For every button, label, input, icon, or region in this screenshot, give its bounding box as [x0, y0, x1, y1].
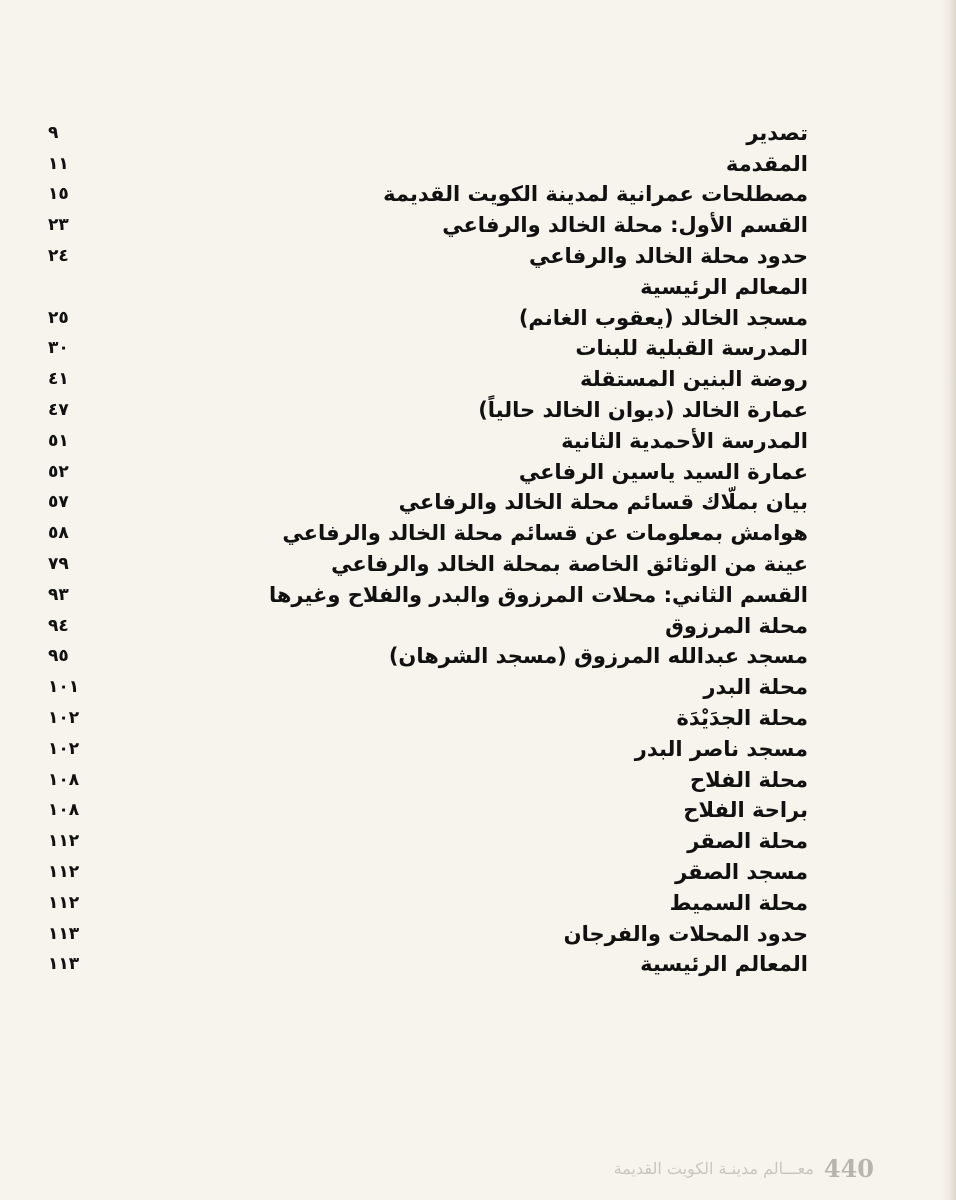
toc-entry-title: المعالم الرئيسية — [640, 952, 808, 977]
toc-entry[interactable] — [48, 149, 808, 180]
toc-entry-page: ٩٤ — [48, 615, 69, 636]
toc-entry-title: روضة البنين المستقلة — [579, 367, 808, 392]
page-footer — [584, 1148, 874, 1188]
toc-entry[interactable] — [48, 703, 808, 734]
toc-entry[interactable] — [48, 180, 808, 211]
toc-entry-title: المعالم الرئيسية — [640, 274, 808, 299]
toc-entry[interactable] — [48, 549, 808, 580]
toc-entry-page: ١١٣ — [48, 923, 80, 944]
toc-entry-title: بيان بملّاك قسائم محلة الخالد والرفاعي — [398, 490, 808, 515]
toc-entry-page: ٤١ — [48, 369, 69, 390]
table-of-contents — [48, 118, 808, 980]
page-edge-shadow — [942, 0, 956, 1200]
toc-entry-title: محلة الجدَيْدَة — [676, 706, 808, 731]
toc-entry[interactable] — [48, 210, 808, 241]
toc-entry[interactable] — [48, 611, 808, 642]
toc-entry-page: ١٥ — [48, 184, 69, 205]
running-book-title: معـــالم مدينـة الكويت القديمة — [613, 1158, 814, 1178]
toc-entry-title: هوامش بمعلومات عن قسائم محلة الخالد والرفاعي — [282, 521, 808, 546]
toc-entry-page: ٩٣ — [48, 584, 69, 605]
toc-entry-page: ١٠٢ — [48, 708, 80, 729]
toc-entry-title: عمارة الخالد (ديوان الخالد حالياً) — [478, 398, 808, 423]
toc-entry-title: محلة المرزوق — [665, 613, 808, 638]
toc-entry-page: ١١٢ — [48, 862, 80, 883]
toc-entry-title: القسم الأول: محلة الخالد والرفاعي — [442, 213, 808, 238]
toc-entry-title: براحة الفلاح — [683, 798, 808, 823]
toc-entry-title: محلة الفلاح — [689, 767, 808, 792]
toc-entry-page: ٥٢ — [48, 461, 69, 482]
toc-entry[interactable] — [48, 580, 808, 611]
toc-entry-page: ٩٥ — [48, 646, 69, 667]
toc-entry[interactable] — [48, 303, 808, 334]
toc-entry-page: ٢٥ — [48, 307, 69, 328]
toc-entry-page: ٩ — [48, 122, 59, 143]
toc-entry[interactable] — [48, 857, 808, 888]
toc-entry-title: حدود محلة الخالد والرفاعي — [528, 244, 808, 269]
toc-entry[interactable] — [48, 395, 808, 426]
toc-entry[interactable] — [48, 950, 808, 981]
toc-entry-title: مسجد الخالد (يعقوب الغانم) — [518, 305, 808, 330]
toc-entry-title: حدود المحلات والفرجان — [563, 921, 808, 946]
toc-entry[interactable] — [48, 765, 808, 796]
toc-entry-page: ١١٢ — [48, 892, 80, 913]
toc-entry[interactable] — [48, 734, 808, 765]
toc-entry[interactable] — [48, 272, 808, 303]
toc-entry[interactable] — [48, 826, 808, 857]
toc-entry-page: ١٠١ — [48, 677, 80, 698]
toc-entry[interactable] — [48, 642, 808, 673]
toc-entry[interactable] — [48, 364, 808, 395]
toc-entry-title: تصدير — [746, 120, 808, 145]
toc-entry[interactable] — [48, 888, 808, 919]
toc-entry-title: محلة الصقر — [687, 829, 808, 854]
toc-entry-page: ١٠٨ — [48, 769, 80, 790]
toc-entry[interactable] — [48, 488, 808, 519]
toc-entry-page: ٥٨ — [48, 523, 69, 544]
toc-entry-page: ١٠٨ — [48, 800, 80, 821]
toc-entry[interactable] — [48, 457, 808, 488]
toc-entry-title: مسجد الصقر — [675, 860, 808, 885]
toc-entry[interactable] — [48, 118, 808, 149]
toc-entry-title: محلة السميط — [669, 890, 808, 915]
toc-entry-title: المقدمة — [725, 151, 808, 176]
toc-entry-title: مصطلحات عمرانية لمدينة الكويت القديمة — [383, 182, 808, 207]
toc-entry-page: ٣٠ — [48, 338, 69, 359]
toc-entry-page: ١١ — [48, 153, 69, 174]
toc-entry-title: عينة من الوثائق الخاصة بمحلة الخالد والرفاعي — [331, 552, 808, 577]
toc-entry[interactable] — [48, 241, 808, 272]
toc-entry-title: محلة البدر — [703, 675, 808, 700]
toc-entry-page: ١١٣ — [48, 954, 80, 975]
toc-entry[interactable] — [48, 334, 808, 365]
toc-entry-page: ٥١ — [48, 430, 69, 451]
toc-entry[interactable] — [48, 919, 808, 950]
toc-entry[interactable] — [48, 426, 808, 457]
toc-entry-page: ٢٤ — [48, 246, 69, 267]
toc-entry-page: ٤٧ — [48, 400, 69, 421]
toc-entry[interactable] — [48, 672, 808, 703]
toc-entry-page: ٢٣ — [48, 215, 69, 236]
toc-entry-title: القسم الثاني: محلات المرزوق والبدر والفلاح وغيرها — [268, 582, 808, 607]
toc-entry-title: المدرسة القبلية للبنات — [575, 336, 808, 361]
toc-entry-page: ١٠٢ — [48, 738, 80, 759]
page-number: 440 — [823, 1153, 874, 1183]
toc-entry-page: ٧٩ — [48, 554, 69, 575]
toc-entry[interactable] — [48, 518, 808, 549]
toc-entry-page: ١١٢ — [48, 831, 80, 852]
toc-entry-title: المدرسة الأحمدية الثانية — [561, 428, 808, 453]
toc-entry-page: ٥٧ — [48, 492, 69, 513]
toc-entry[interactable] — [48, 796, 808, 827]
toc-entry-title: مسجد ناصر البدر — [634, 736, 808, 761]
toc-entry-title: عمارة السيد ياسين الرفاعي — [518, 459, 808, 484]
toc-entry-title: مسجد عبدالله المرزوق (مسجد الشرهان) — [388, 644, 808, 669]
